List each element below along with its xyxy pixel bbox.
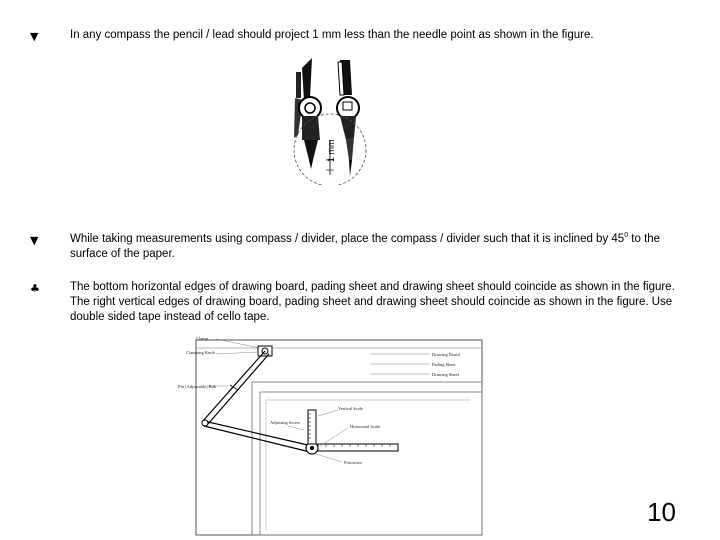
label-pin: Pin (Adjustable) Bolt xyxy=(178,384,217,389)
degree-superscript: 0 xyxy=(624,232,629,240)
label-horizontal-scale: Horizontal Scale xyxy=(350,424,381,429)
bullet-marker: ▼ xyxy=(30,234,39,247)
bullet-marker: ♣ xyxy=(30,282,40,295)
paragraph-drawing-board: The bottom horizontal edges of drawing board, pading sheet and drawing sheet should coincide as shown in the figure. The right vertical edges of drawing board, pading sheet and drawing sheet should coincide as shown in the figure. Use double sided tape instead of cello tape. xyxy=(70,281,675,323)
drafter-lower-arm xyxy=(204,421,312,452)
drafter-figure xyxy=(170,330,490,540)
paragraph-compass-inclination xyxy=(70,232,685,262)
paragraph-text: to the surface of the paper. xyxy=(70,233,661,260)
label-drawing-board: Drawing Board xyxy=(432,352,460,357)
label-adjusting-screw: Adjusting Screw xyxy=(270,420,301,425)
compass-figure xyxy=(280,50,380,185)
compass-left-leg xyxy=(294,58,321,169)
paragraph-text: While taking measurements using compass / divider, place the compass / divider such that it is inclined by 45 xyxy=(70,233,625,245)
label-pading-sheet: Pading Sheet xyxy=(432,362,456,367)
bullet-marker: ▼ xyxy=(30,30,39,43)
pading-sheet-outline xyxy=(252,382,482,535)
paragraph-compass-lead: In any compass the pencil / lead should project 1 mm less than the needle point as shown in the figure. xyxy=(70,29,594,41)
drawing-sheet-outline xyxy=(260,392,482,535)
page-number: 10 xyxy=(647,497,676,527)
label-protractor: Protractor xyxy=(344,460,362,465)
drawing-board-outline xyxy=(196,340,482,535)
label-drawing-sheet: Drawing Sheet xyxy=(432,372,459,377)
label-vertical-scale: Vertical Scale xyxy=(338,406,363,411)
vertical-scale xyxy=(308,410,316,444)
dimension-label: 1 mm xyxy=(326,139,336,162)
label-clamp: Clamp xyxy=(196,336,208,341)
compass-right-leg xyxy=(337,60,359,176)
label-clamping-knob: Clamping Knob xyxy=(186,350,215,355)
